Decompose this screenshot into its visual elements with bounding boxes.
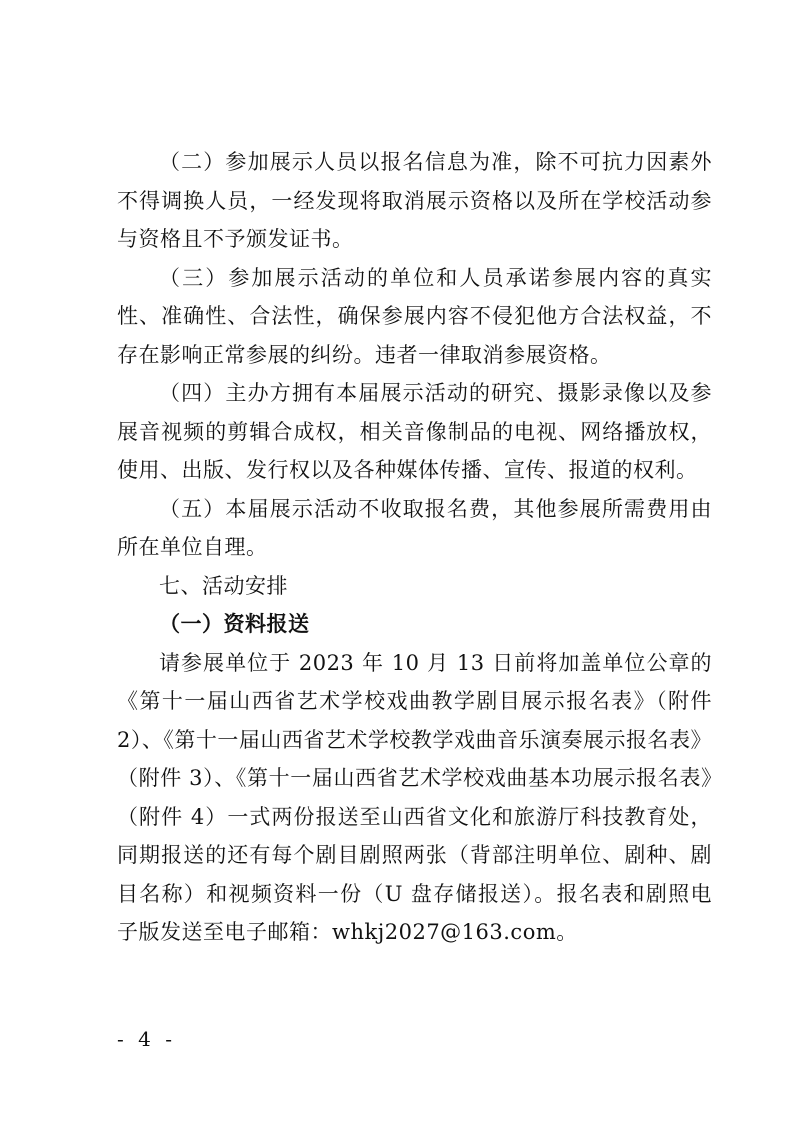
section-heading: 七、活动安排 <box>159 573 288 598</box>
paragraph-item-5: （五）本届展示活动不收取报名费，其他参展所需费用由所在单位自理。 <box>117 496 712 559</box>
submission-paragraph: 请参展单位于 2023 年 10 月 13 日前将加盖单位公章的《第十一届山西省艺术学校戏曲教学剧目展示报名表》（附件 2）、《第十一届山西省艺术学校教学戏曲音乐演奏展示报名表》（附件 3）、《第十一届山西省艺术学校戏曲基本功展示报名表》（附件 4）一式两份报送至山西省文化和旅游厅科技教育处，同期报送的还有每个剧目剧照两张（背部注明单位、剧种、剧目名称）和视频资料一份（U 盘存储报送）。报名表和剧照电子版发送至电子邮箱：whkj2027@163.com。 <box>117 650 712 944</box>
paragraph-item-3: （三）参加展示活动的单位和人员承诺参展内容的真实性、准确性、合法性，确保参展内容不侵犯他方合法权益，不存在影响正常参展的纠纷。违者一律取消参展资格。 <box>117 265 712 367</box>
paragraph-item-4: （四）主办方拥有本届展示活动的研究、摄影录像以及参展音视频的剪辑合成权，相关音像制品的电视、网络播放权，使用、出版、发行权以及各种媒体传播、宣传、报道的权利。 <box>117 381 712 482</box>
subsection-heading: （一）资料报送 <box>159 611 310 636</box>
paragraph-item-2: （二）参加展示人员以报名信息为准，除不可抗力因素外不得调换人员，一经发现将取消展示资格以及所在学校活动参与资格且不予颁发证书。 <box>117 150 712 251</box>
body-text <box>117 143 712 952</box>
page-number: - 4 - <box>117 1027 176 1051</box>
